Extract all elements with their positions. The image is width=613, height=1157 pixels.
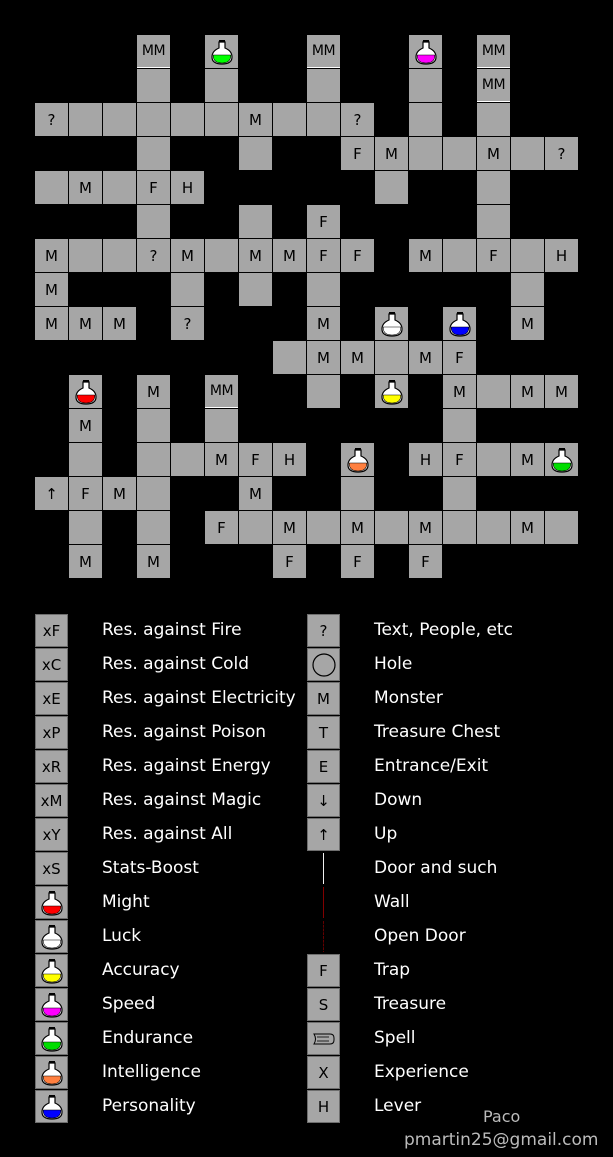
map-cell (477, 103, 510, 136)
potion-icon (41, 958, 63, 984)
map-cell-symbol: F (81, 484, 90, 503)
map-cell (443, 137, 476, 170)
legend-symbol-left-12 (35, 1022, 68, 1055)
map-cell (477, 375, 510, 408)
potion-icon (415, 39, 437, 65)
legend-label-left-4: Res. against Energy (102, 756, 271, 776)
map-cell-symbol: M (351, 518, 364, 537)
map-cell (341, 239, 374, 272)
potion-icon (75, 379, 97, 405)
legend-label-right-6: Up (374, 824, 398, 844)
legend-symbol-left-0 (35, 614, 68, 647)
legend-symbol-text: S (318, 995, 329, 1014)
map-cell (307, 69, 340, 102)
map-cell-symbol: M (181, 246, 194, 265)
legend-symbol-left-4 (35, 750, 68, 783)
map-cell (103, 307, 136, 340)
map-cell (103, 103, 136, 136)
map-cell-symbol: H (555, 246, 568, 265)
map-cell (545, 511, 578, 544)
legend-symbol-right-12 (307, 1022, 340, 1055)
map-cell-symbol: M (283, 246, 296, 265)
map-cell (137, 477, 170, 510)
map-cell-symbol: M (317, 348, 330, 367)
map-cell (511, 307, 544, 340)
potion-icon (347, 447, 369, 473)
map-cell (443, 511, 476, 544)
map-cell (511, 375, 544, 408)
legend-label-left-8: Might (102, 892, 150, 912)
legend-symbol-right-0 (307, 614, 340, 647)
map-cell-symbol: M (249, 246, 262, 265)
map-cell (511, 511, 544, 544)
map-cell (239, 205, 272, 238)
map-cell (307, 103, 340, 136)
map-cell-symbol: M (45, 280, 58, 299)
map-cell (137, 545, 170, 578)
map-cell-symbol: F (353, 246, 362, 265)
map-cell (239, 103, 272, 136)
map-cell-symbol: H (181, 178, 194, 197)
legend-symbol-left-2 (35, 682, 68, 715)
legend-symbol-right-8 (307, 886, 340, 919)
map-cell (205, 239, 238, 272)
map-cell-symbol: F (353, 144, 362, 163)
map-cell-symbol: M (79, 552, 92, 571)
map-cell-symbol: M (419, 518, 432, 537)
map-cell (69, 443, 102, 476)
map-cell-symbol: M (317, 314, 330, 333)
potion-icon (41, 924, 63, 950)
legend-label-left-9: Luck (102, 926, 142, 946)
map-cell (409, 545, 442, 578)
legend-label-right-1: Hole (374, 654, 413, 674)
legend-symbol-right-13 (307, 1056, 340, 1089)
map-cell-symbol: M (79, 178, 92, 197)
map-cell (35, 307, 68, 340)
map-cell (69, 103, 102, 136)
map-cell (239, 443, 272, 476)
map-cell (205, 69, 238, 102)
legend-symbol-text: H (317, 1097, 330, 1116)
legend-label-left-3: Res. against Poison (102, 722, 267, 742)
legend-label-left-11: Speed (102, 994, 156, 1014)
map-cell (35, 273, 68, 306)
map-cell (341, 477, 374, 510)
credit-email: pmartin25@gmail.com (404, 1130, 599, 1150)
map-cell-symbol: M (453, 382, 466, 401)
legend-label-left-12: Endurance (102, 1028, 194, 1048)
map-cell-symbol: ? (557, 144, 566, 163)
map-cell-symbol: F (149, 178, 158, 197)
map-cell (375, 137, 408, 170)
map-cell-symbol: M (419, 348, 432, 367)
map-cell-symbol: F (421, 552, 430, 571)
map-cell-symbol: M (147, 552, 160, 571)
legend-symbol-text: ↑ (317, 825, 330, 844)
map-cell (307, 375, 340, 408)
map-cell (239, 477, 272, 510)
legend-symbol-text: xR (41, 757, 62, 776)
map-cell (35, 239, 68, 272)
map-cell-symbol: M (113, 314, 126, 333)
legend-symbol-right-7 (307, 852, 340, 885)
legend-symbol-left-1 (35, 648, 68, 681)
map-cell-symbol: M (45, 246, 58, 265)
map-cell (409, 69, 442, 102)
potion-icon (41, 1026, 63, 1052)
map-cell (69, 511, 102, 544)
map-cell (171, 443, 204, 476)
map-cell (205, 409, 238, 442)
map-cell (375, 171, 408, 204)
map-cell (409, 239, 442, 272)
legend-symbol-right-5 (307, 784, 340, 817)
legend-label-right-12: Spell (374, 1028, 416, 1048)
map-cell (511, 443, 544, 476)
wall-icon (308, 886, 339, 919)
map-cell (69, 477, 102, 510)
map-cell (341, 511, 374, 544)
map-cell (477, 69, 510, 102)
legend-symbol-text: M (317, 689, 330, 708)
map-cell (137, 239, 170, 272)
map-cell-symbol: ? (353, 110, 362, 129)
legend-symbol-left-8 (35, 886, 68, 919)
legend-symbol-left-5 (35, 784, 68, 817)
potion-icon (551, 447, 573, 473)
map-cell-symbol: F (251, 450, 260, 469)
legend-symbol-text: ? (319, 621, 328, 640)
map-cell (69, 307, 102, 340)
legend-symbol-right-10 (307, 954, 340, 987)
map-cell-symbol: M (79, 314, 92, 333)
map-cell (239, 273, 272, 306)
map-cell-symbol: H (283, 450, 296, 469)
map-cell-symbol: M (521, 450, 534, 469)
map-cell-symbol: M (487, 144, 500, 163)
map-cell (477, 239, 510, 272)
map-cell (137, 103, 170, 136)
map-cell-symbol: F (319, 212, 328, 231)
map-cell (205, 35, 238, 68)
map-cell-symbol: M (555, 382, 568, 401)
map-cell (273, 511, 306, 544)
map-cell (409, 35, 442, 68)
map-cell (545, 137, 578, 170)
map-cell (477, 443, 510, 476)
map-cell-symbol: ? (149, 246, 158, 265)
map-cell-symbol: F (489, 246, 498, 265)
map-cell (307, 273, 340, 306)
map-cell (205, 103, 238, 136)
legend-symbol-right-3 (307, 716, 340, 749)
map-cell-symbol: MM (311, 43, 336, 59)
legend-label-left-0: Res. against Fire (102, 620, 242, 640)
legend-symbol-text: T (318, 723, 329, 742)
map-cell (341, 103, 374, 136)
map-cell (545, 375, 578, 408)
potion-icon (41, 890, 63, 916)
legend-symbol-text: xM (40, 791, 63, 810)
map-cell-symbol: F (217, 518, 226, 537)
potion-icon (41, 1094, 63, 1120)
map-cell (341, 545, 374, 578)
potion-icon (449, 311, 471, 337)
map-cell (443, 341, 476, 374)
legend-symbol-right-2 (307, 682, 340, 715)
map-cell (409, 443, 442, 476)
potion-icon (381, 311, 403, 337)
map-cell-symbol: M (45, 314, 58, 333)
map-cell (273, 443, 306, 476)
map-cell-symbol: M (521, 518, 534, 537)
map-cell (273, 545, 306, 578)
legend-symbol-left-13 (35, 1056, 68, 1089)
map-cell (443, 443, 476, 476)
map-cell-symbol: M (147, 382, 160, 401)
map-cell (273, 341, 306, 374)
map-cell (375, 307, 408, 340)
map-cell (307, 239, 340, 272)
legend-symbol-text: xE (42, 689, 61, 708)
legend-symbol-left-9 (35, 920, 68, 953)
map-cell-symbol: F (285, 552, 294, 571)
map-cell (307, 307, 340, 340)
legend-label-left-5: Res. against Magic (102, 790, 262, 810)
map-cell (273, 103, 306, 136)
map-cell (205, 443, 238, 476)
legend-symbol-left-3 (35, 716, 68, 749)
legend-symbol-text: X (318, 1063, 329, 1082)
legend-symbol-right-11 (307, 988, 340, 1021)
legend-label-left-1: Res. against Cold (102, 654, 250, 674)
legend-symbol-left-14 (35, 1090, 68, 1123)
map-cell-symbol: ? (183, 314, 192, 333)
map-cell (69, 545, 102, 578)
map-cell (409, 137, 442, 170)
map-cell (69, 171, 102, 204)
legend-label-right-11: Treasure (374, 994, 447, 1014)
map-cell (239, 137, 272, 170)
map-cell-symbol: F (353, 552, 362, 571)
map-cell (477, 171, 510, 204)
map-cell (35, 171, 68, 204)
map-cell (273, 239, 306, 272)
map-cell (511, 239, 544, 272)
legend-symbol-text: ↓ (317, 791, 330, 810)
map-cell (443, 239, 476, 272)
legend-symbol-left-7 (35, 852, 68, 885)
legend-symbol-right-14 (307, 1090, 340, 1123)
legend-label-left-7: Stats-Boost (102, 858, 199, 878)
map-cell-symbol: M (283, 518, 296, 537)
legend-symbol-right-4 (307, 750, 340, 783)
map-cell (307, 341, 340, 374)
map-cell (171, 307, 204, 340)
map-cell (341, 341, 374, 374)
potion-icon (381, 379, 403, 405)
map-cell-symbol: M (79, 416, 92, 435)
map-cell (103, 171, 136, 204)
map-cell (137, 443, 170, 476)
map-cell (443, 307, 476, 340)
map-cell-symbol: M (351, 348, 364, 367)
map-cell (103, 239, 136, 272)
legend-label-right-0: Text, People, etc (374, 620, 513, 640)
map-cell (477, 205, 510, 238)
map-cell (137, 511, 170, 544)
map-cell (137, 375, 170, 408)
map-cell (239, 511, 272, 544)
map-cell-symbol: M (249, 110, 262, 129)
map-cell (375, 511, 408, 544)
legend-label-left-13: Intelligence (102, 1062, 201, 1082)
map-cell-symbol: F (319, 246, 328, 265)
map-cell (477, 511, 510, 544)
map-cell (443, 477, 476, 510)
map-cell (171, 103, 204, 136)
legend-label-left-2: Res. against Electricity (102, 688, 296, 708)
map-cell (171, 239, 204, 272)
map-cell (545, 443, 578, 476)
legend-symbol-right-1 (307, 648, 340, 681)
map-cell (511, 273, 544, 306)
spell-scroll-icon (311, 1029, 337, 1049)
legend-label-right-2: Monster (374, 688, 443, 708)
map-cell-symbol: M (521, 314, 534, 333)
potion-icon (211, 39, 233, 65)
legend-label-right-5: Down (374, 790, 423, 810)
legend-symbol-text: xY (42, 825, 61, 844)
map-cell (477, 137, 510, 170)
legend-symbol-text: xP (42, 723, 61, 742)
map-cell (307, 205, 340, 238)
map-cell (511, 137, 544, 170)
legend-symbol-left-10 (35, 954, 68, 987)
map-cell-symbol: F (455, 348, 464, 367)
potion-icon (41, 992, 63, 1018)
legend-symbol-text: xF (42, 621, 61, 640)
map-cell-symbol: M (215, 450, 228, 469)
legend-symbol-text: F (319, 961, 328, 980)
map-cell-symbol: F (455, 450, 464, 469)
map-cell-symbol: M (249, 484, 262, 503)
hole-icon (311, 652, 337, 678)
map-cell (35, 477, 68, 510)
legend-symbol-right-6 (307, 818, 340, 851)
legend-label-left-6: Res. against All (102, 824, 233, 844)
legend-symbol-text: xS (42, 859, 61, 878)
map-cell (69, 239, 102, 272)
map-cell (171, 171, 204, 204)
legend-label-right-10: Trap (374, 960, 411, 980)
map-cell (137, 171, 170, 204)
map-cell (205, 375, 238, 408)
map-cell (307, 511, 340, 544)
map-cell-symbol: M (521, 382, 534, 401)
map-cell-symbol: M (113, 484, 126, 503)
legend-symbol-left-6 (35, 818, 68, 851)
map-cell (477, 35, 510, 68)
legend-label-right-8: Wall (374, 892, 410, 912)
legend-label-left-10: Accuracy (102, 960, 180, 980)
legend-symbol-right-9 (307, 920, 340, 953)
map-cell (137, 69, 170, 102)
legend-label-right-3: Treasure Chest (374, 722, 501, 742)
map-cell-symbol: MM (209, 383, 234, 399)
map-cell (443, 409, 476, 442)
map-cell (341, 443, 374, 476)
legend-label-right-13: Experience (374, 1062, 469, 1082)
map-cell-symbol: ? (47, 110, 56, 129)
legend-label-right-14: Lever (374, 1096, 422, 1116)
map-cell (69, 375, 102, 408)
legend-label-right-9: Open Door (374, 926, 466, 946)
map-cell (35, 103, 68, 136)
map-cell (137, 409, 170, 442)
map-cell (69, 409, 102, 442)
map-cell (375, 341, 408, 374)
map-cell (409, 103, 442, 136)
open-door-icon (308, 920, 339, 953)
legend-symbol-text: xC (41, 655, 62, 674)
map-cell-symbol: MM (481, 43, 506, 59)
map-cell (375, 375, 408, 408)
map-cell-symbol: MM (481, 77, 506, 93)
map-cell (341, 137, 374, 170)
map-cell (171, 273, 204, 306)
map-cell (443, 375, 476, 408)
map-cell (307, 35, 340, 68)
map-cell (409, 511, 442, 544)
legend-symbol-left-11 (35, 988, 68, 1021)
map-cell (103, 477, 136, 510)
map-cell (137, 205, 170, 238)
map-cell (545, 239, 578, 272)
map-cell-symbol: H (419, 450, 432, 469)
legend-label-right-4: Entrance/Exit (374, 756, 489, 776)
credit-name: Paco (483, 1107, 521, 1126)
potion-icon (41, 1060, 63, 1086)
map-cell (137, 137, 170, 170)
map-cell-symbol: MM (141, 43, 166, 59)
map-cell-symbol: ↑ (45, 484, 58, 503)
map-cell (137, 35, 170, 68)
map-cell (239, 239, 272, 272)
map-cell-symbol: M (419, 246, 432, 265)
legend-label-left-14: Personality (102, 1096, 196, 1116)
door-icon (308, 852, 339, 885)
legend-label-right-7: Door and such (374, 858, 498, 878)
map-cell (205, 511, 238, 544)
legend-symbol-text: E (318, 757, 329, 776)
map-cell (409, 341, 442, 374)
map-cell-symbol: M (385, 144, 398, 163)
